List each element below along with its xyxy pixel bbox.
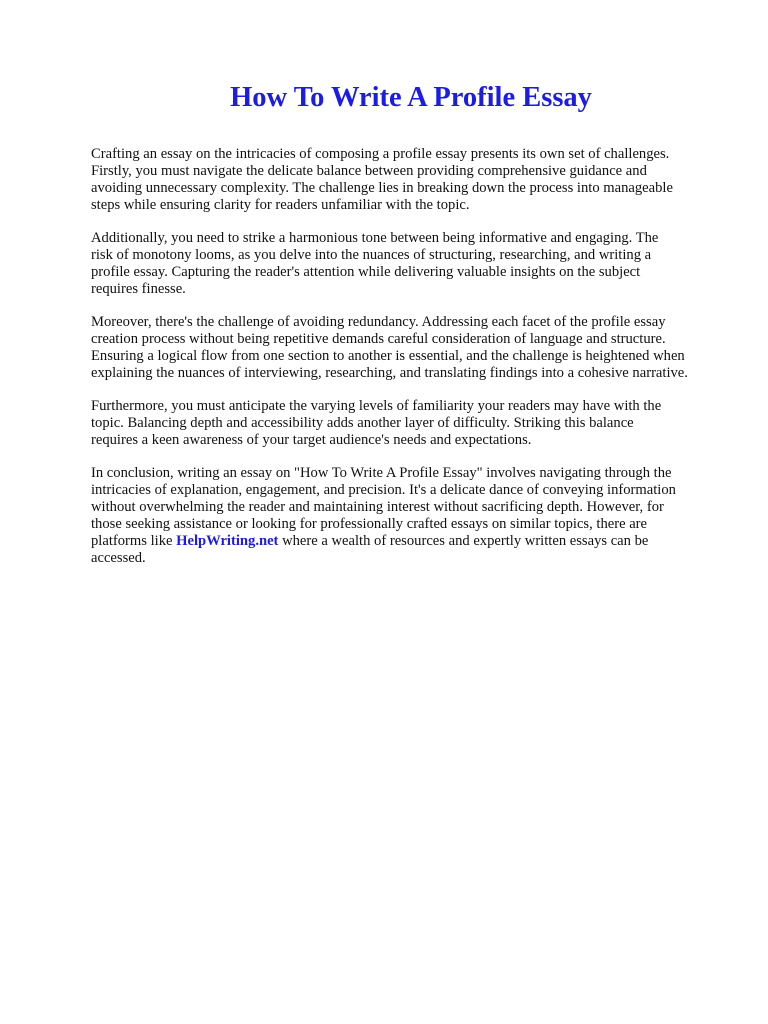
text-line: In conclusion, writing an essay on "How To Write A Profile Essay" involves navigating through the <box>91 465 672 481</box>
paragraph-4 <box>91 398 731 449</box>
text-line: avoiding unnecessary complexity. The challenge lies in breaking down the process into manageable <box>91 180 673 196</box>
text-line: without overwhelming the reader and maintaining interest without sacrificing depth. However, for <box>91 499 664 515</box>
text-line: requires finesse. <box>91 281 186 297</box>
text-line-with-link <box>91 533 731 550</box>
text-line: accessed. <box>91 550 146 566</box>
text-line: Additionally, you need to strike a harmonious tone between being informative and engaging. The <box>91 230 659 246</box>
text-line: requires a keen awareness of your target audience's needs and expectations. <box>91 432 532 448</box>
paragraph-1 <box>91 146 731 214</box>
page-title: How To Write A Profile Essay <box>230 82 592 113</box>
paragraph-3 <box>91 314 731 382</box>
link-line-after: where a wealth of resources and expertly written essays can be <box>278 533 649 549</box>
link-line-before: platforms like <box>91 533 177 549</box>
helpwriting-link[interactable]: HelpWriting.net <box>176 533 279 549</box>
text-line: risk of monotony looms, as you delve into the nuances of structuring, researching, and writing a <box>91 247 652 263</box>
text-line: profile essay. Capturing the reader's attention while delivering valuable insights on the subject <box>91 264 641 280</box>
text-line: explaining the nuances of interviewing, researching, and translating findings into a cohesive narrative. <box>91 365 688 381</box>
text-line: topic. Balancing depth and accessibility adds another layer of difficulty. Striking this balance <box>91 415 634 431</box>
text-line: Moreover, there's the challenge of avoiding redundancy. Addressing each facet of the profile essay <box>91 314 666 330</box>
text-line: steps while ensuring clarity for readers unfamiliar with the topic. <box>91 197 470 213</box>
paragraph-2 <box>91 230 731 298</box>
essay-body <box>91 146 731 583</box>
text-line: those seeking assistance or looking for professionally crafted essays on similar topics, there are <box>91 516 648 532</box>
text-line: creation process without being repetitive demands careful consideration of language and structure. <box>91 331 666 347</box>
text-line: intricacies of explanation, engagement, and precision. It's a delicate dance of conveying information <box>91 482 676 498</box>
text-line: Furthermore, you must anticipate the varying levels of familiarity your readers may have with the <box>91 398 662 414</box>
text-line: Crafting an essay on the intricacies of composing a profile essay presents its own set of challenges. <box>91 146 670 162</box>
text-line: Ensuring a logical flow from one section to another is essential, and the challenge is heightened when <box>91 348 685 364</box>
paragraph-5 <box>91 465 731 567</box>
text-line: Firstly, you must navigate the delicate balance between providing comprehensive guidance and <box>91 163 647 179</box>
